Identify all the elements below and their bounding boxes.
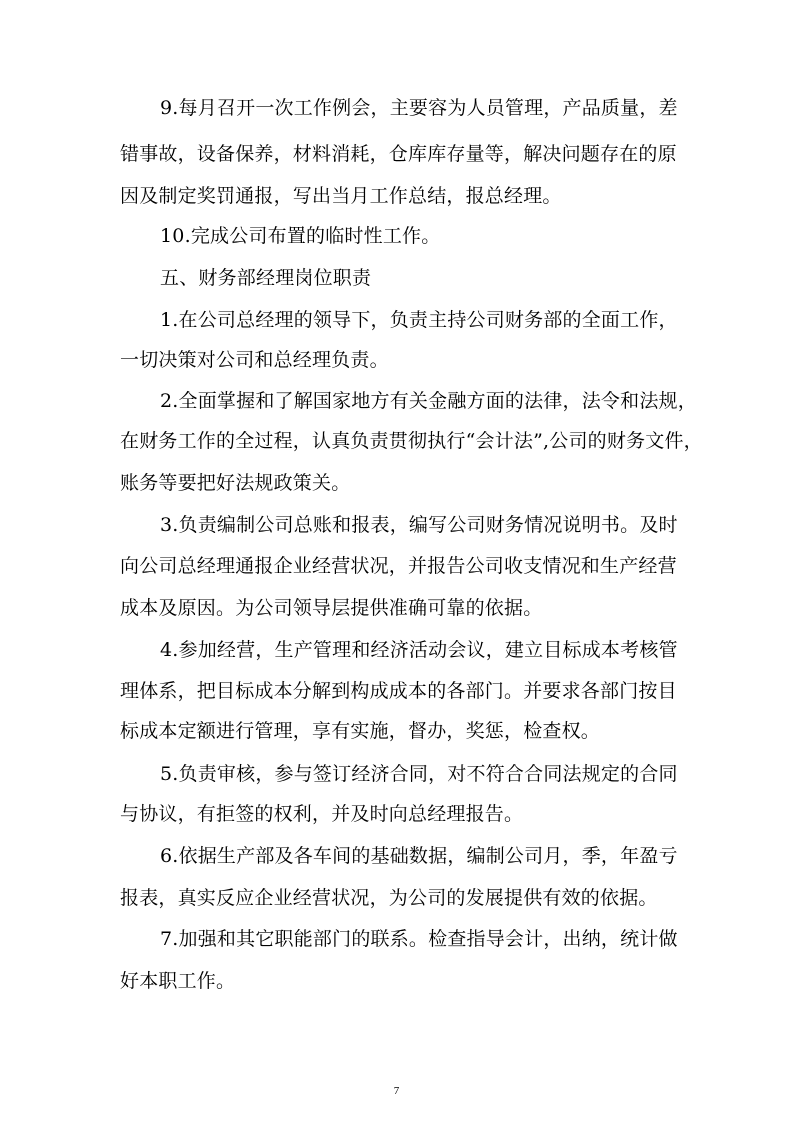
- text-line: 5.负责审核，参与签订经济合同，对不符合合同法规定的合同: [160, 763, 678, 785]
- text-line: 与协议，有拒签的权利，并及时向总经理报告。: [120, 803, 524, 825]
- text-line: 一切决策对公司和总经理负责。: [120, 349, 389, 371]
- text-line: 理体系，把目标成本分解到构成成本的各部门。并要求各部门按目: [120, 680, 677, 702]
- text-line: 在财务工作的全过程，认真负责贯彻执行“会计法”,公司的财务文件，: [120, 430, 703, 452]
- text-line: 账务等要把好法规政策关。: [120, 472, 351, 494]
- text-line: 7.加强和其它职能部门的联系。检查指导会计，出纳，统计做: [160, 928, 678, 950]
- text-line: 错事故，设备保养，材料消耗，仓库库存量等，解决问题存在的原: [120, 143, 677, 165]
- text-line: 向公司总经理通报企业经营状况，并报告公司收支情况和生产经营: [120, 555, 677, 577]
- text-line: 成本及原因。为公司领导层提供准确可靠的依据。: [120, 597, 543, 619]
- text-line: 10.完成公司布置的临时性工作。: [160, 225, 441, 247]
- text-line: 报表，真实反应企业经营状况，为公司的发展提供有效的依据。: [120, 887, 658, 909]
- text-line: 因及制定奖罚通报，写出当月工作总结，报总经理。: [120, 185, 562, 207]
- page-number: 7: [393, 1085, 400, 1097]
- text-line: 4.参加经营，生产管理和经济活动会议，建立目标成本考核管: [160, 639, 678, 661]
- text-line: 9.每月召开一次工作例会，主要容为人员管理，产品质量，差: [160, 97, 678, 119]
- text-line: 2.全面掌握和了解国家地方有关金融方面的法律，法令和法规，: [160, 390, 697, 412]
- text-line: 3.负责编制公司总账和报表，编写公司财务情况说明书。及时: [160, 514, 678, 536]
- text-line: 1.在公司总经理的领导下，负责主持公司财务部的全面工作，: [160, 309, 678, 331]
- text-line: 6.依据生产部及各车间的基础数据，编制公司月，季，年盈亏: [160, 845, 678, 867]
- section-heading: 五、财务部经理岗位职责: [160, 267, 372, 289]
- text-line: 标成本定额进行管理，享有实施，督办，奖惩，检查权。: [120, 720, 601, 742]
- text-line: 好本职工作。: [120, 970, 236, 992]
